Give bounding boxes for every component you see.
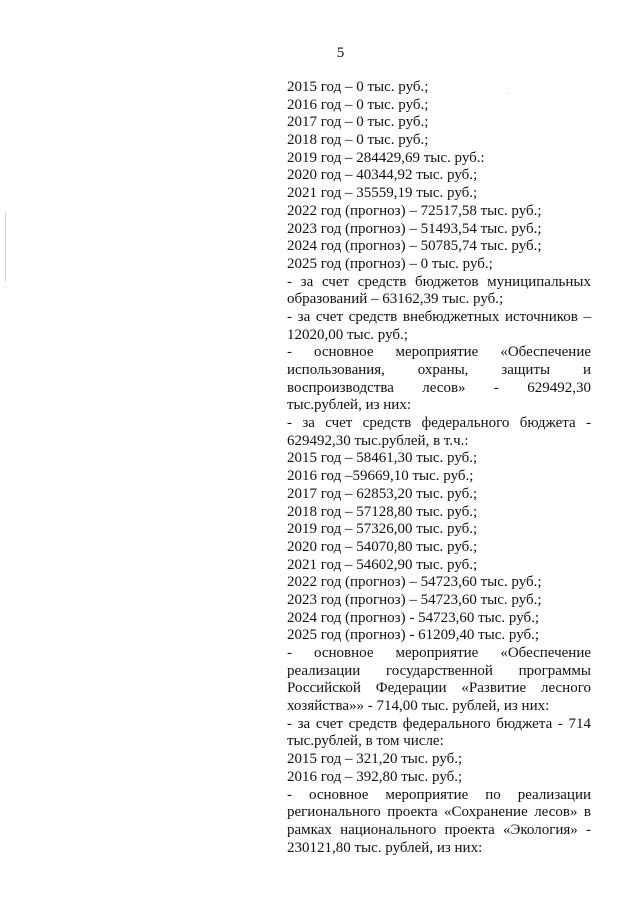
text-line: тыс.рублей, из них: (287, 397, 411, 414)
text-line: 2020 год – 54070,80 тыс. руб.; (287, 538, 478, 555)
text-line: 2019 год – 57326,00 тыс. руб.; (287, 521, 478, 538)
document-body (287, 79, 591, 857)
text-line: 230121,80 тыс. рублей, из них: (287, 839, 483, 856)
text-line: 2021 год – 35559,19 тыс. руб.; (287, 185, 478, 202)
text-line: Российской Федерации «Развитие лесного (287, 680, 591, 697)
text-line: 2025 год (прогноз) – 0 тыс. руб.; (287, 255, 493, 272)
text-line: - за счет средств федерального бюджета - (287, 415, 591, 432)
text-line: воспроизводства лесов» - 629492,30 (287, 379, 591, 396)
scan-artifact (5, 212, 6, 282)
text-line: рамках национального проекта «Экология» - (287, 821, 591, 838)
text-line: 2025 год (прогноз) - 61209,40 тыс. руб.; (287, 627, 540, 644)
text-line: - основное мероприятие по реализации (287, 786, 591, 803)
text-line: - основное мероприятие «Обеспечение (287, 344, 591, 361)
text-line: использования, охраны, защиты и (287, 362, 591, 378)
text-line: образований – 63162,39 тыс. руб.; (287, 291, 504, 308)
text-line: 2021 год – 54602,90 тыс. руб.; (287, 556, 478, 573)
text-line: 12020,00 тыс. руб.; (287, 326, 408, 343)
text-line: 2015 год – 58461,30 тыс. руб.; (287, 450, 478, 467)
text-line: 2017 год – 62853,20 тыс. руб.; (287, 485, 478, 502)
text-line: 629492,30 тыс.рублей, в т.ч.: (287, 432, 469, 449)
text-line: 2023 год (прогноз) – 51493,54 тыс. руб.; (287, 220, 542, 237)
text-line: 2018 год – 0 тыс. руб.; (287, 132, 429, 149)
text-line: тыс.рублей, в том числе: (287, 733, 444, 750)
text-line: регионального проекта «Сохранение лесов» в (287, 804, 591, 821)
text-line: 2022 год (прогноз) – 54723,60 тыс. руб.; (287, 574, 542, 591)
text-line: 2016 год – 0 тыс. руб.; (287, 96, 429, 113)
text-line: реализации государственной программы (287, 662, 591, 679)
text-line: 2024 год (прогноз) - 54723,60 тыс. руб.; (287, 609, 540, 626)
text-line: 2018 год – 57128,80 тыс. руб.; (287, 503, 478, 520)
text-line: - основное мероприятие «Обеспечение (287, 645, 591, 661)
text-line: 2023 год (прогноз) – 54723,60 тыс. руб.; (287, 591, 542, 608)
text-line: 2016 год – 392,80 тыс. руб.; (287, 768, 463, 785)
page-number: 5 (336, 45, 345, 61)
text-line: 2015 год – 321,20 тыс. руб.; (287, 751, 463, 768)
text-line: 2016 год –59669,10 тыс. руб.; (287, 468, 474, 485)
text-line: 2024 год (прогноз) – 50785,74 тыс. руб.; (287, 238, 542, 255)
text-line: 2020 год – 40344,92 тыс. руб.; (287, 167, 478, 184)
text-line: 2017 год – 0 тыс. руб.; (287, 114, 429, 131)
text-line: 2019 год – 284429,69 тыс. руб.: (287, 149, 485, 166)
text-line: - за счет средств бюджетов муниципальных (287, 273, 591, 290)
text-line: 2022 год (прогноз) – 72517,58 тыс. руб.; (287, 202, 542, 219)
text-line: - за счет средств внебюджетных источников – (287, 308, 591, 325)
text-line: хозяйства»» - 714,00 тыс. рублей, из них: (287, 698, 550, 715)
text-line: - за счет средств федерального бюджета - 714 (287, 715, 591, 732)
text-line: 2015 год – 0 тыс. руб.; (287, 79, 429, 95)
